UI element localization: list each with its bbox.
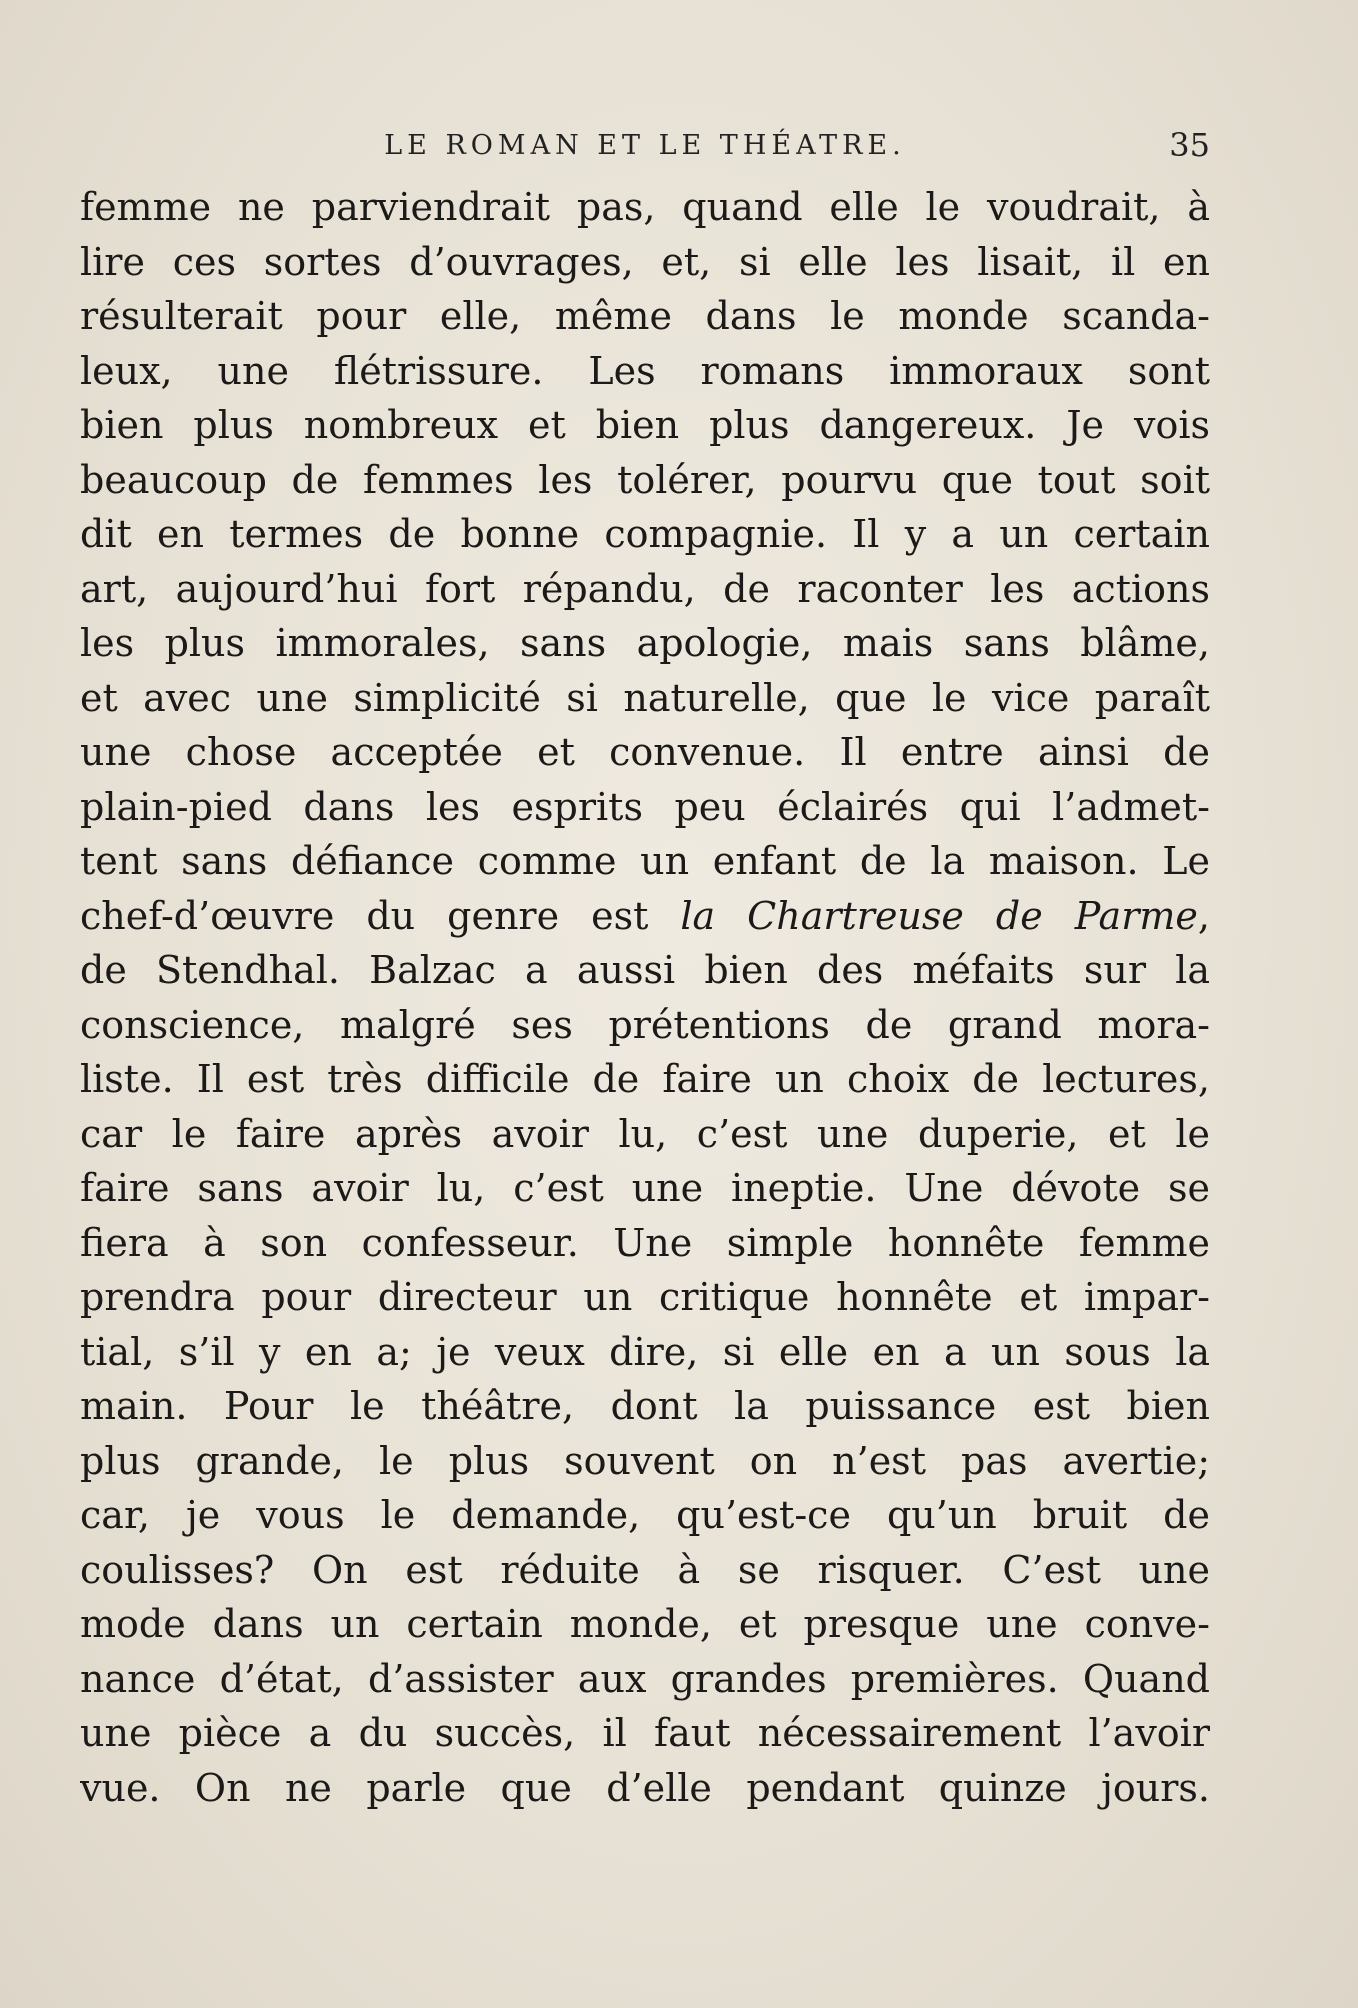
text-line: tent sans défiance comme un enfant de la maison. Le — [80, 839, 1210, 883]
running-head — [80, 126, 1210, 176]
running-title: LE ROMAN ET LE THÉATRE. — [384, 130, 906, 161]
text-line: beaucoup de femmes les tolérer, pourvu que tout soit — [80, 457, 1210, 502]
text-line: main. Pour le théâtre, dont la puissance est bien — [80, 1384, 1210, 1428]
text-line: une pièce a du succès, il faut nécessairement l’avoir — [80, 1711, 1210, 1755]
text-line: fiera à son confesseur. Une simple honnête femme — [80, 1220, 1210, 1265]
text-line: conscience, malgré ses prétentions de grand mora- — [80, 1002, 1210, 1047]
text-line: une chose acceptée et convenue. Il entre ainsi de — [80, 730, 1210, 774]
page-number: 35 — [1169, 126, 1210, 164]
text-line: plus grande, le plus souvent on n’est pas avertie; — [80, 1438, 1210, 1483]
text-line: car le faire après avoir lu, c’est une duperie, et le — [80, 1111, 1210, 1156]
text-line: résulterait pour elle, même dans le monde scanda- — [80, 294, 1210, 338]
text-line: faire sans avoir lu, c’est une ineptie. Une dévote se — [80, 1166, 1210, 1210]
text-line: de Stendhal. Balzac a aussi bien des méfaits sur la — [80, 948, 1210, 992]
book-title-italic: la Chartreuse de Parme — [680, 893, 1198, 938]
text-line: art, aujourd’hui fort répandu, de raconter les actions — [80, 566, 1210, 611]
text-line: mode dans un certain monde, et presque une conve- — [80, 1602, 1210, 1646]
text-line: coulisses? On est réduite à se risquer. C’est une — [80, 1547, 1210, 1592]
text-line: et avec une simplicité si naturelle, que le vice paraît — [80, 675, 1210, 720]
text-line: plain-pied dans les esprits peu éclairés qui l’admet- — [80, 784, 1210, 829]
text-line: liste. Il est très difficile de faire un choix de lectures, — [80, 1057, 1210, 1101]
text-line: dit en termes de bonne compagnie. Il y a un certain — [80, 512, 1210, 556]
text-line: femme ne parviendrait pas, quand elle le voudrait, à — [80, 185, 1210, 229]
text-line: leux, une flétrissure. Les romans immoraux sont — [80, 348, 1210, 393]
text-line-with-title — [80, 889, 1210, 944]
text-fragment: chef-d’œuvre du genre est — [80, 893, 649, 938]
text-fragment: , — [1197, 893, 1210, 938]
text-line: car, je vous le demande, qu’est-ce qu’un bruit de — [80, 1493, 1210, 1537]
text-line: vue. On ne parle que d’elle pendant quinze jours. — [80, 1765, 1210, 1810]
text-line: tial, s’il y en a; je veux dire, si elle en a un sous la — [80, 1329, 1210, 1374]
text-line: nance d’état, d’assister aux grandes premières. Quand — [80, 1656, 1210, 1701]
body-text — [80, 180, 1210, 1815]
text-line: lire ces sortes d’ouvrages, et, si elle les lisait, il en — [80, 239, 1210, 284]
text-line: prendra pour directeur un critique honnête et impar- — [80, 1275, 1210, 1319]
text-line: les plus immorales, sans apologie, mais sans blâme, — [80, 621, 1210, 665]
text-line: bien plus nombreux et bien plus dangereux. Je vois — [80, 403, 1210, 447]
